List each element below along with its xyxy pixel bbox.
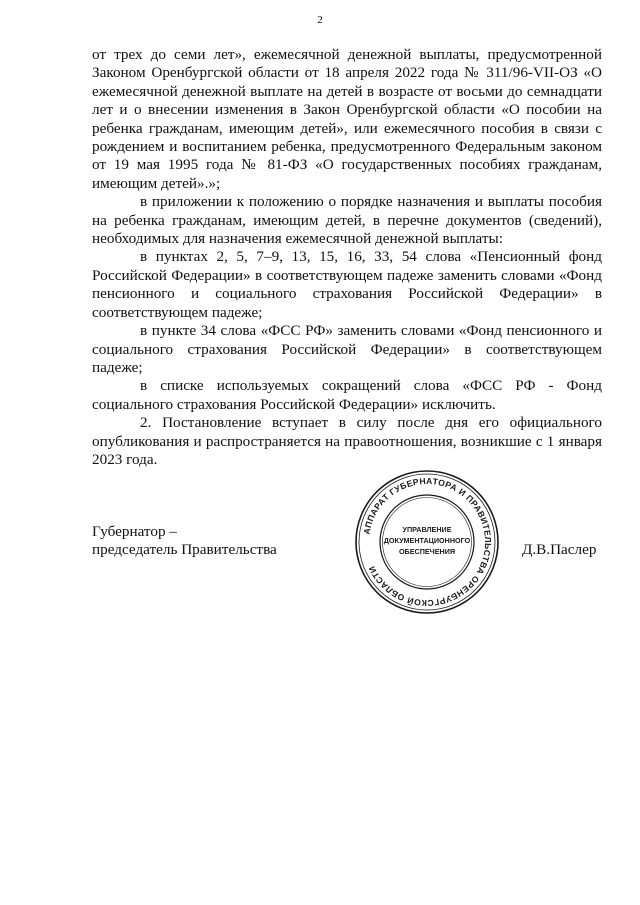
signature-title-line2: председатель Правительства — [92, 541, 277, 559]
seal-center — [384, 525, 471, 556]
paragraph-continuation: от трех до семи лет», ежемесячной денежной выплаты, предусмотренной Законом Оренбургской области от 18 апреля 2022 года № 311/96-VII-ОЗ «О ежемесячной денежной выплате на детей в возрасте от восьми до семнадцати лет и о внесении изменения в Закон Оренбургской области «О пособии на ребенка гражданам, имеющим детей», или ежемесячного пособия в связи с рождением и воспитанием ребенка, предусмотренного Федеральным законом от 19 мая 1995 года № 81-ФЗ «О государственных пособиях гражданам, имеющим детей».»; — [92, 46, 602, 192]
document-body — [92, 46, 602, 469]
paragraph-abbreviations: в списке используемых сокращений слова «ФСС РФ - Фонд социального страхования Российской Федерации» исключить. — [92, 377, 602, 413]
page-number: 2 — [317, 14, 323, 26]
paragraph-items: в пунктах 2, 5, 7–9, 13, 15, 16, 33, 54 слова «Пенсионный фонд Российской Федерации» в соответствующем падеже заменить словами «Фонд пенсионного и социального страхования Российской Федерации» в соответствующем падеже; — [92, 248, 602, 321]
signer-name: Д.В.Паслер — [522, 541, 597, 558]
seal-center-line1: УПРАВЛЕНИЕ — [402, 525, 452, 534]
official-seal — [353, 468, 501, 616]
seal-ring-textpath: АППАРАТ ГУБЕРНАТОРА И ПРАВИТЕЛЬСТВА ОРЕНБУРГСКОЙ ОБЛАСТИ — [361, 475, 494, 609]
signature-title-line1: Губернатор – — [92, 523, 177, 540]
paragraph-effective-date: 2. Постановление вступает в силу после дня его официального опубликования и распространяется на правоотношения, возникшие с 1 января 2023 года. — [92, 414, 602, 468]
signature-title — [92, 523, 322, 560]
seal-center-line2: ДОКУМЕНТАЦИОННОГО — [383, 536, 471, 545]
paragraph-item-34: в пункте 34 слова «ФСС РФ» заменить словами «Фонд пенсионного и социального страхования Российской Федерации» в соответствующем падеже; — [92, 322, 602, 376]
seal-center-line3: ОБЕСПЕЧЕНИЯ — [398, 547, 456, 556]
paragraph-appendix: в приложении к положению о порядке назначения и выплаты пособия на ребенка гражданам, имеющим детей, в перечне документов (сведений), необходимых для назначения ежемесячной денежной выплаты: — [92, 193, 602, 248]
